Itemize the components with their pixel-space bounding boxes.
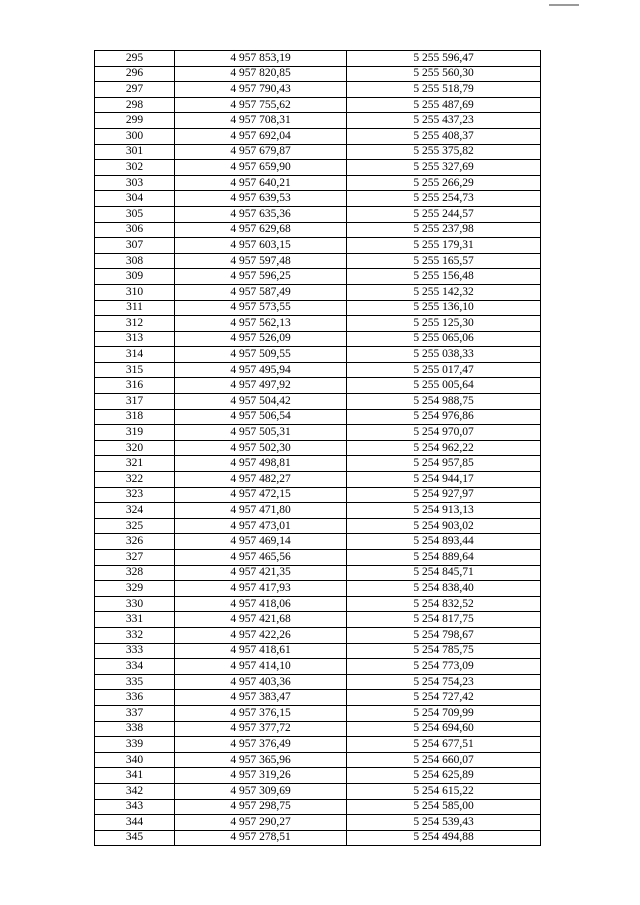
point-number-cell: 295 bbox=[95, 51, 175, 67]
table-row bbox=[95, 643, 541, 659]
y-coordinate-cell: 5 254 976,86 bbox=[347, 409, 541, 425]
x-coordinate-cell: 4 957 383,47 bbox=[175, 690, 347, 706]
x-coordinate-cell: 4 957 497,92 bbox=[175, 378, 347, 394]
table-row bbox=[95, 752, 541, 768]
point-number-cell: 314 bbox=[95, 347, 175, 363]
point-number-cell: 334 bbox=[95, 659, 175, 675]
x-coordinate-cell: 4 957 278,51 bbox=[175, 830, 347, 846]
x-coordinate-cell: 4 957 708,31 bbox=[175, 113, 347, 129]
y-coordinate-cell: 5 255 179,31 bbox=[347, 238, 541, 254]
point-number-cell: 325 bbox=[95, 518, 175, 534]
table-row bbox=[95, 487, 541, 503]
y-coordinate-cell: 5 254 727,42 bbox=[347, 690, 541, 706]
y-coordinate-cell: 5 255 408,37 bbox=[347, 128, 541, 144]
table-row bbox=[95, 284, 541, 300]
y-coordinate-cell: 5 255 254,73 bbox=[347, 191, 541, 207]
x-coordinate-cell: 4 957 562,13 bbox=[175, 316, 347, 332]
table-row bbox=[95, 128, 541, 144]
point-number-cell: 324 bbox=[95, 503, 175, 519]
x-coordinate-cell: 4 957 498,81 bbox=[175, 456, 347, 472]
table-row bbox=[95, 705, 541, 721]
point-number-cell: 298 bbox=[95, 97, 175, 113]
point-number-cell: 322 bbox=[95, 472, 175, 488]
table-row bbox=[95, 206, 541, 222]
table-row bbox=[95, 144, 541, 160]
point-number-cell: 305 bbox=[95, 206, 175, 222]
x-coordinate-cell: 4 957 422,26 bbox=[175, 627, 347, 643]
point-number-cell: 311 bbox=[95, 300, 175, 316]
y-coordinate-cell: 5 254 970,07 bbox=[347, 425, 541, 441]
y-coordinate-cell: 5 254 927,97 bbox=[347, 487, 541, 503]
point-number-cell: 317 bbox=[95, 394, 175, 410]
table-row bbox=[95, 269, 541, 285]
coordinates-table bbox=[94, 50, 541, 846]
y-coordinate-cell: 5 254 838,40 bbox=[347, 581, 541, 597]
point-number-cell: 329 bbox=[95, 581, 175, 597]
point-number-cell: 336 bbox=[95, 690, 175, 706]
coordinates-table-body bbox=[95, 51, 541, 846]
x-coordinate-cell: 4 957 853,19 bbox=[175, 51, 347, 67]
x-coordinate-cell: 4 957 365,96 bbox=[175, 752, 347, 768]
point-number-cell: 328 bbox=[95, 565, 175, 581]
y-coordinate-cell: 5 254 903,02 bbox=[347, 518, 541, 534]
point-number-cell: 338 bbox=[95, 721, 175, 737]
point-number-cell: 302 bbox=[95, 160, 175, 176]
x-coordinate-cell: 4 957 506,54 bbox=[175, 409, 347, 425]
table-row bbox=[95, 300, 541, 316]
y-coordinate-cell: 5 254 798,67 bbox=[347, 627, 541, 643]
y-coordinate-cell: 5 254 615,22 bbox=[347, 783, 541, 799]
x-coordinate-cell: 4 957 502,30 bbox=[175, 440, 347, 456]
table-row bbox=[95, 347, 541, 363]
table-row bbox=[95, 659, 541, 675]
y-coordinate-cell: 5 254 845,71 bbox=[347, 565, 541, 581]
y-coordinate-cell: 5 255 266,29 bbox=[347, 175, 541, 191]
point-number-cell: 319 bbox=[95, 425, 175, 441]
y-coordinate-cell: 5 254 494,88 bbox=[347, 830, 541, 846]
x-coordinate-cell: 4 957 298,75 bbox=[175, 799, 347, 815]
x-coordinate-cell: 4 957 319,26 bbox=[175, 768, 347, 784]
table-row bbox=[95, 737, 541, 753]
page-corner-mark bbox=[549, 4, 579, 6]
point-number-cell: 306 bbox=[95, 222, 175, 238]
y-coordinate-cell: 5 255 518,79 bbox=[347, 82, 541, 98]
table-row bbox=[95, 394, 541, 410]
x-coordinate-cell: 4 957 820,85 bbox=[175, 66, 347, 82]
y-coordinate-cell: 5 254 660,07 bbox=[347, 752, 541, 768]
point-number-cell: 323 bbox=[95, 487, 175, 503]
table-row bbox=[95, 674, 541, 690]
table-row bbox=[95, 440, 541, 456]
x-coordinate-cell: 4 957 418,61 bbox=[175, 643, 347, 659]
y-coordinate-cell: 5 254 817,75 bbox=[347, 612, 541, 628]
point-number-cell: 316 bbox=[95, 378, 175, 394]
point-number-cell: 301 bbox=[95, 144, 175, 160]
y-coordinate-cell: 5 254 709,99 bbox=[347, 705, 541, 721]
table-row bbox=[95, 534, 541, 550]
table-row bbox=[95, 425, 541, 441]
y-coordinate-cell: 5 255 375,82 bbox=[347, 144, 541, 160]
x-coordinate-cell: 4 957 377,72 bbox=[175, 721, 347, 737]
y-coordinate-cell: 5 255 065,06 bbox=[347, 331, 541, 347]
x-coordinate-cell: 4 957 504,42 bbox=[175, 394, 347, 410]
x-coordinate-cell: 4 957 629,68 bbox=[175, 222, 347, 238]
x-coordinate-cell: 4 957 376,15 bbox=[175, 705, 347, 721]
y-coordinate-cell: 5 255 487,69 bbox=[347, 97, 541, 113]
point-number-cell: 312 bbox=[95, 316, 175, 332]
point-number-cell: 308 bbox=[95, 253, 175, 269]
point-number-cell: 333 bbox=[95, 643, 175, 659]
point-number-cell: 304 bbox=[95, 191, 175, 207]
y-coordinate-cell: 5 255 596,47 bbox=[347, 51, 541, 67]
x-coordinate-cell: 4 957 596,25 bbox=[175, 269, 347, 285]
x-coordinate-cell: 4 957 509,55 bbox=[175, 347, 347, 363]
table-row bbox=[95, 503, 541, 519]
y-coordinate-cell: 5 254 962,22 bbox=[347, 440, 541, 456]
point-number-cell: 318 bbox=[95, 409, 175, 425]
point-number-cell: 315 bbox=[95, 362, 175, 378]
y-coordinate-cell: 5 254 913,13 bbox=[347, 503, 541, 519]
table-row bbox=[95, 627, 541, 643]
x-coordinate-cell: 4 957 603,15 bbox=[175, 238, 347, 254]
y-coordinate-cell: 5 254 957,85 bbox=[347, 456, 541, 472]
point-number-cell: 345 bbox=[95, 830, 175, 846]
point-number-cell: 330 bbox=[95, 596, 175, 612]
y-coordinate-cell: 5 255 437,23 bbox=[347, 113, 541, 129]
table-row bbox=[95, 565, 541, 581]
y-coordinate-cell: 5 254 773,09 bbox=[347, 659, 541, 675]
point-number-cell: 343 bbox=[95, 799, 175, 815]
point-number-cell: 344 bbox=[95, 815, 175, 831]
y-coordinate-cell: 5 254 893,44 bbox=[347, 534, 541, 550]
point-number-cell: 313 bbox=[95, 331, 175, 347]
x-coordinate-cell: 4 957 639,53 bbox=[175, 191, 347, 207]
x-coordinate-cell: 4 957 790,43 bbox=[175, 82, 347, 98]
x-coordinate-cell: 4 957 597,48 bbox=[175, 253, 347, 269]
y-coordinate-cell: 5 255 038,33 bbox=[347, 347, 541, 363]
table-row bbox=[95, 472, 541, 488]
x-coordinate-cell: 4 957 376,49 bbox=[175, 737, 347, 753]
x-coordinate-cell: 4 957 421,68 bbox=[175, 612, 347, 628]
y-coordinate-cell: 5 254 785,75 bbox=[347, 643, 541, 659]
x-coordinate-cell: 4 957 309,69 bbox=[175, 783, 347, 799]
table-row bbox=[95, 160, 541, 176]
point-number-cell: 296 bbox=[95, 66, 175, 82]
point-number-cell: 299 bbox=[95, 113, 175, 129]
x-coordinate-cell: 4 957 495,94 bbox=[175, 362, 347, 378]
y-coordinate-cell: 5 254 694,60 bbox=[347, 721, 541, 737]
point-number-cell: 307 bbox=[95, 238, 175, 254]
point-number-cell: 297 bbox=[95, 82, 175, 98]
table-row bbox=[95, 331, 541, 347]
y-coordinate-cell: 5 254 988,75 bbox=[347, 394, 541, 410]
table-row bbox=[95, 518, 541, 534]
y-coordinate-cell: 5 255 327,69 bbox=[347, 160, 541, 176]
point-number-cell: 320 bbox=[95, 440, 175, 456]
x-coordinate-cell: 4 957 403,36 bbox=[175, 674, 347, 690]
point-number-cell: 321 bbox=[95, 456, 175, 472]
y-coordinate-cell: 5 255 017,47 bbox=[347, 362, 541, 378]
point-number-cell: 326 bbox=[95, 534, 175, 550]
table-row bbox=[95, 581, 541, 597]
point-number-cell: 300 bbox=[95, 128, 175, 144]
table-row bbox=[95, 690, 541, 706]
x-coordinate-cell: 4 957 526,09 bbox=[175, 331, 347, 347]
table-row bbox=[95, 721, 541, 737]
table-row bbox=[95, 596, 541, 612]
point-number-cell: 327 bbox=[95, 550, 175, 566]
y-coordinate-cell: 5 255 165,57 bbox=[347, 253, 541, 269]
y-coordinate-cell: 5 254 625,89 bbox=[347, 768, 541, 784]
y-coordinate-cell: 5 254 832,52 bbox=[347, 596, 541, 612]
x-coordinate-cell: 4 957 640,21 bbox=[175, 175, 347, 191]
x-coordinate-cell: 4 957 471,80 bbox=[175, 503, 347, 519]
x-coordinate-cell: 4 957 290,27 bbox=[175, 815, 347, 831]
x-coordinate-cell: 4 957 465,56 bbox=[175, 550, 347, 566]
table-row bbox=[95, 362, 541, 378]
point-number-cell: 310 bbox=[95, 284, 175, 300]
table-row bbox=[95, 830, 541, 846]
x-coordinate-cell: 4 957 659,90 bbox=[175, 160, 347, 176]
table-row bbox=[95, 316, 541, 332]
table-row bbox=[95, 238, 541, 254]
table-row bbox=[95, 253, 541, 269]
table-row bbox=[95, 191, 541, 207]
y-coordinate-cell: 5 254 539,43 bbox=[347, 815, 541, 831]
point-number-cell: 339 bbox=[95, 737, 175, 753]
table-row bbox=[95, 66, 541, 82]
table-row bbox=[95, 768, 541, 784]
y-coordinate-cell: 5 254 677,51 bbox=[347, 737, 541, 753]
x-coordinate-cell: 4 957 473,01 bbox=[175, 518, 347, 534]
table-row bbox=[95, 51, 541, 67]
x-coordinate-cell: 4 957 679,87 bbox=[175, 144, 347, 160]
y-coordinate-cell: 5 254 585,00 bbox=[347, 799, 541, 815]
y-coordinate-cell: 5 254 754,23 bbox=[347, 674, 541, 690]
table-row bbox=[95, 82, 541, 98]
point-number-cell: 303 bbox=[95, 175, 175, 191]
x-coordinate-cell: 4 957 472,15 bbox=[175, 487, 347, 503]
y-coordinate-cell: 5 255 005,64 bbox=[347, 378, 541, 394]
x-coordinate-cell: 4 957 421,35 bbox=[175, 565, 347, 581]
x-coordinate-cell: 4 957 692,04 bbox=[175, 128, 347, 144]
point-number-cell: 337 bbox=[95, 705, 175, 721]
x-coordinate-cell: 4 957 469,14 bbox=[175, 534, 347, 550]
table-row bbox=[95, 783, 541, 799]
y-coordinate-cell: 5 255 125,30 bbox=[347, 316, 541, 332]
point-number-cell: 331 bbox=[95, 612, 175, 628]
x-coordinate-cell: 4 957 573,55 bbox=[175, 300, 347, 316]
point-number-cell: 342 bbox=[95, 783, 175, 799]
x-coordinate-cell: 4 957 635,36 bbox=[175, 206, 347, 222]
y-coordinate-cell: 5 255 244,57 bbox=[347, 206, 541, 222]
table-row bbox=[95, 175, 541, 191]
y-coordinate-cell: 5 254 944,17 bbox=[347, 472, 541, 488]
point-number-cell: 341 bbox=[95, 768, 175, 784]
y-coordinate-cell: 5 255 560,30 bbox=[347, 66, 541, 82]
x-coordinate-cell: 4 957 755,62 bbox=[175, 97, 347, 113]
table-row bbox=[95, 456, 541, 472]
y-coordinate-cell: 5 255 237,98 bbox=[347, 222, 541, 238]
x-coordinate-cell: 4 957 414,10 bbox=[175, 659, 347, 675]
y-coordinate-cell: 5 254 889,64 bbox=[347, 550, 541, 566]
point-number-cell: 335 bbox=[95, 674, 175, 690]
table-row bbox=[95, 550, 541, 566]
x-coordinate-cell: 4 957 482,27 bbox=[175, 472, 347, 488]
point-number-cell: 340 bbox=[95, 752, 175, 768]
y-coordinate-cell: 5 255 156,48 bbox=[347, 269, 541, 285]
table-row bbox=[95, 409, 541, 425]
x-coordinate-cell: 4 957 587,49 bbox=[175, 284, 347, 300]
table-row bbox=[95, 612, 541, 628]
point-number-cell: 332 bbox=[95, 627, 175, 643]
x-coordinate-cell: 4 957 417,93 bbox=[175, 581, 347, 597]
table-row bbox=[95, 815, 541, 831]
point-number-cell: 309 bbox=[95, 269, 175, 285]
x-coordinate-cell: 4 957 418,06 bbox=[175, 596, 347, 612]
table-row bbox=[95, 222, 541, 238]
table-row bbox=[95, 378, 541, 394]
table-row bbox=[95, 799, 541, 815]
y-coordinate-cell: 5 255 136,10 bbox=[347, 300, 541, 316]
table-row bbox=[95, 97, 541, 113]
table-row bbox=[95, 113, 541, 129]
y-coordinate-cell: 5 255 142,32 bbox=[347, 284, 541, 300]
x-coordinate-cell: 4 957 505,31 bbox=[175, 425, 347, 441]
